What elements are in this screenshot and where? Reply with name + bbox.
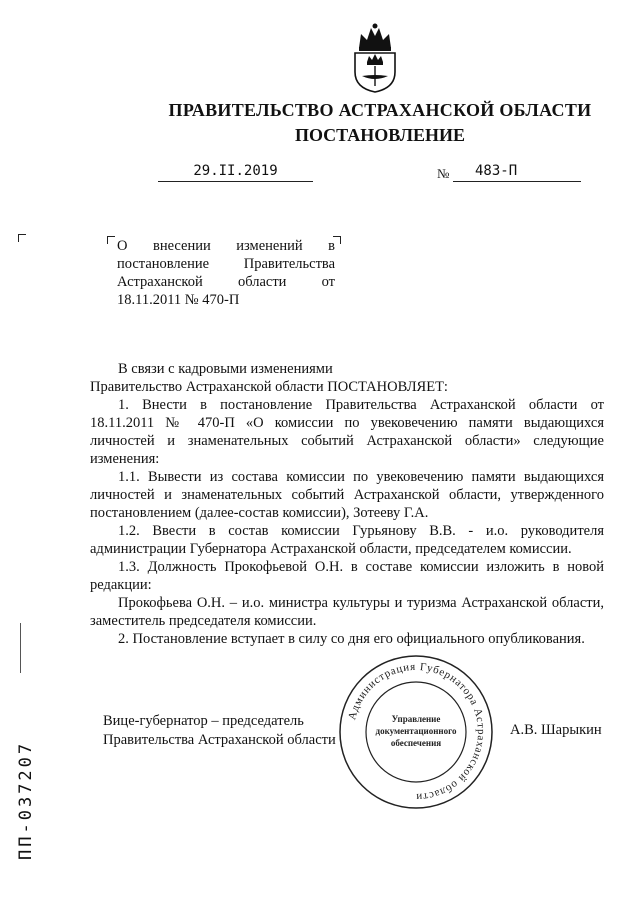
signatory-name: А.В. Шарыкин bbox=[510, 722, 602, 738]
preamble-line: Правительство Астраханской области ПОСТАНОВЛЯЕТ: bbox=[90, 379, 448, 395]
subject-line: 18.11.2011 № 470-П bbox=[117, 292, 240, 308]
serial-number: ПП-037207 bbox=[16, 740, 36, 860]
subject-line: постановление Правительства bbox=[117, 256, 335, 272]
position-line: Вице-губернатор – председатель bbox=[103, 713, 304, 729]
position-line: Правительства Астраханской области bbox=[103, 732, 336, 748]
paragraph-2: 2. Постановление вступает в силу со дня его официального опубликования. bbox=[118, 631, 585, 647]
subject-line: Астраханской области от bbox=[117, 274, 335, 290]
document-subject bbox=[117, 237, 335, 309]
stamp-ring-text: Администрация Губернатора Астраханской области bbox=[346, 660, 488, 804]
margin-mark bbox=[20, 623, 21, 673]
paragraph-1: 1. Внести в постановление Правительства Астраханской области от 18.11.2011 № 470-П «О комиссии по увековечению памяти выдающихся личностей и знаменательных событий Астраханской области» следующие изменения: bbox=[90, 397, 604, 467]
stamp-center-text: Управление bbox=[391, 714, 441, 724]
corner-mark bbox=[18, 234, 26, 242]
subject-line: О внесении изменений в bbox=[117, 238, 335, 254]
paragraph-1-3: 1.3. Должность Прокофьевой О.Н. в составе комиссии изложить в новой редакции: bbox=[90, 559, 604, 593]
signatory-position bbox=[103, 712, 336, 750]
document-body bbox=[90, 360, 604, 648]
stamp-center-text: обеспечения bbox=[390, 738, 442, 748]
paragraph-1-2: 1.2. Ввести в состав комиссии Гурьянову В.В. - и.о. руководителя администрации Губернатора Астраханской области, председателем комиссии. bbox=[90, 523, 604, 557]
paragraph-1-3-text: Прокофьева О.Н. – и.о. министра культуры и туризма Астраханской области, заместитель председателя комиссии. bbox=[90, 595, 604, 629]
document-kind: ПОСТАНОВЛЕНИЕ bbox=[294, 125, 466, 145]
number-sign: № bbox=[437, 166, 450, 181]
stamp-center-text: документационного bbox=[375, 726, 457, 736]
official-stamp bbox=[336, 652, 496, 812]
coat-of-arms-icon bbox=[345, 20, 405, 94]
paragraph-1-1: 1.1. Вывести из состава комиссии по увековечению памяти выдающихся личностей и знаменательных событий Астраханской области, утвержденного постановлением (далее-состав комиссии), Зотееву Г.А. bbox=[90, 469, 604, 521]
government-title: ПРАВИТЕЛЬСТВО АСТРАХАНСКОЙ ОБЛАСТИ bbox=[168, 100, 592, 120]
document-number: 483-П bbox=[453, 163, 581, 182]
document-date: 29.II.2019 bbox=[158, 163, 313, 182]
corner-mark bbox=[107, 236, 115, 244]
preamble-line: В связи с кадровыми изменениями bbox=[118, 361, 333, 377]
